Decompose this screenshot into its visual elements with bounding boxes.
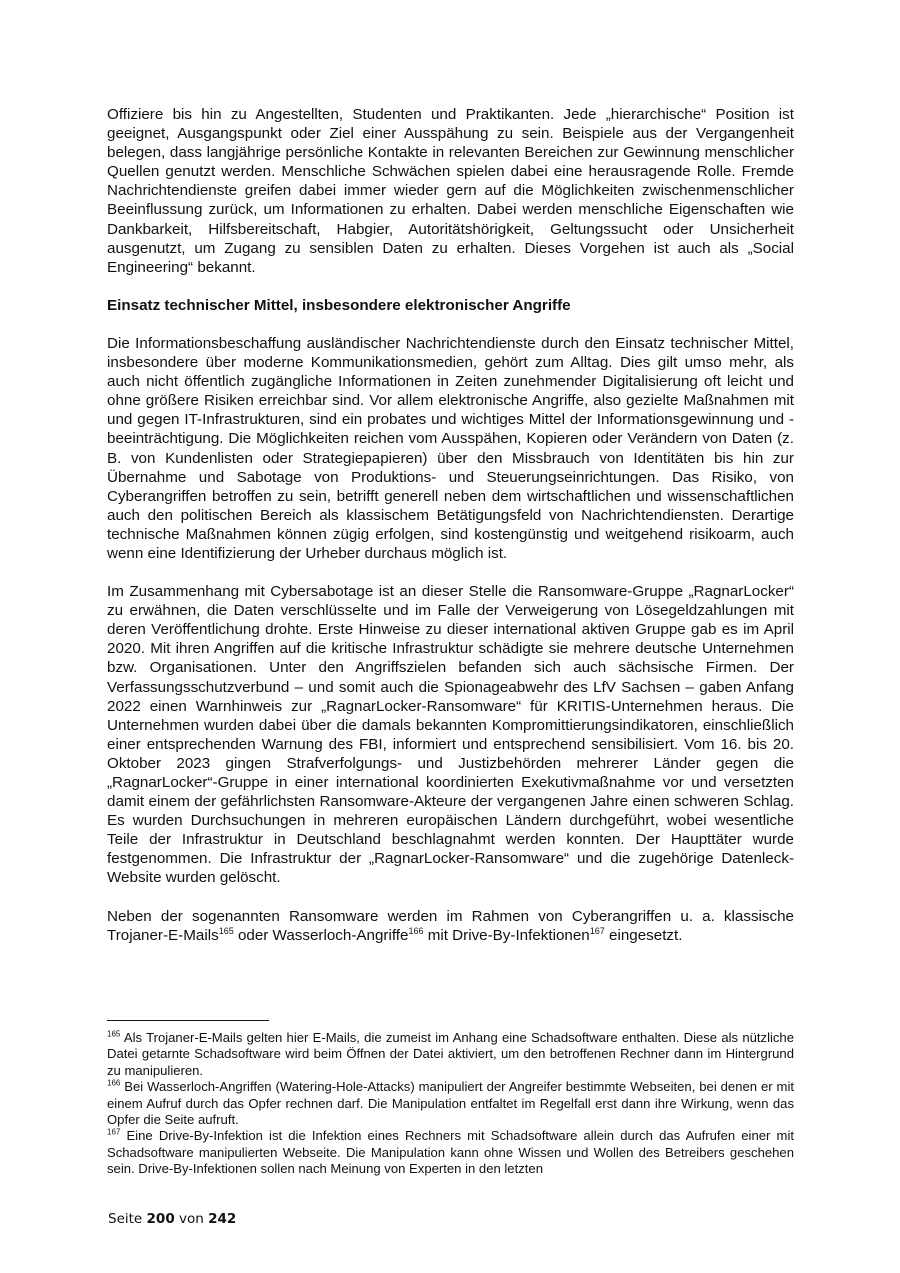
paragraph-ragnarlocker: Im Zusammenhang mit Cybersabotage ist an dieser Stelle die Ransomware-Gruppe „RagnarLocker“ zu erwähnen, die Daten verschlüsselte und im Falle der Verweigerung von Lösegeldzahlungen mit deren Veröffentlichung drohte. Erste Hinweise zu dieser international aktiven Gruppe gab es im April 2020. Mit ihren Angriffen auf die kritische Infrastruktur schädigte sie mehrere deutsche Unternehmen bzw. Organisationen. Unter den Angriffszielen befanden sich auch sächsische Firmen. Der Verfassungsschutzverbund – und somit auch die Spionageabwehr des LfV Sachsen – gaben Anfang 2022 einen Warnhinweis zur „RagnarLocker-Ransomware“ für KRITIS-Unternehmen heraus. Die Unternehmen wurden dabei über die damals bekannten Kompromittierungsindikatoren, einschließlich einer entsprechenden Warnung des FBI, informiert und entsprechend sensibilisiert. Vom 16. bis 20. Oktober 2023 gingen Strafverfolgungs- und Justizbehörden mehrerer Länder gegen die „RagnarLocker“-Gruppe in einer international koordinierten Exekutivmaßnahme vor und versetzten damit einem der gefährlichsten Ransomware-Akteure der vergangenen Jahre einen schweren Schlag. Es wurden Durchsuchungen in mehreren europäischen Ländern durchgeführt, wobei wesentliche Teile der Infrastruktur in Deutschland beschlagnahmt werden konnten. Der Haupttäter wurde festgenommen. Die Infrastruktur der „RagnarLocker-Ransomware“ und die zugehörige Datenleck-Website wurden gelöscht. — [107, 583, 794, 887]
p4-text-b: oder Wasserloch-Angriffe — [233, 926, 409, 944]
footnote-ref-165: 165 — [218, 925, 234, 936]
footnote-number: 167 — [107, 1128, 121, 1138]
footnote-separator — [107, 1020, 269, 1021]
paragraph-social-engineering: Offiziere bis hin zu Angestellten, Studenten und Praktikanten. Jede „hierarchische“ Position ist geeignet, Ausgangspunkt oder Ziel einer Ausspähung zu sein. Beispiele aus der Vergangenheit belegen, dass langjährige persönliche Kontakte in relevanten Bereichen zur Gewinnung menschlicher Quellen genutzt werden. Menschliche Schwächen spielen dabei eine herausragende Rolle. Fremde Nachrichtendienste greifen dabei immer wieder gern auf die Möglichkeiten zwischenmenschlicher Beeinflussung zurück, um Informationen zu erhalten. Dabei werden menschliche Eigenschaften wie Dankbarkeit, Hilfsbereitschaft, Habgier, Autoritätshörigkeit, Geltungssucht oder Unsicherheit ausgenutzt, um Zugang zu sensiblen Daten zu erhalten. Dieses Vorgehen ist auch als „Social Engineering“ bekannt. — [107, 106, 794, 276]
page-body — [107, 105, 794, 945]
footnote-ref-166: 166 — [408, 925, 424, 936]
footnote-number: 165 — [107, 1029, 121, 1039]
footnotes — [107, 1030, 794, 1178]
p4-text-a: Neben der sogenannten Ransomware werden im Rahmen von Cyberangriffen u. a. klassische Trojaner-E-Mails — [107, 907, 794, 944]
p4-text-d: eingesetzt. — [604, 926, 683, 944]
footnote-166 — [107, 1079, 794, 1128]
footnote-text: Bei Wasserloch-Angriffen (Watering-Hole-Attacks) manipuliert der Angreifer bestimmte Webseiten, bei denen er mit einem Aufruf durch das Opfer rechnen darf. Die Manipulation entfaltet im Regelfall erst dann ihre Wirkung, wenn das Opfer die Seite aufruft. — [107, 1079, 794, 1128]
footer-mid: von — [174, 1211, 209, 1227]
paragraph-technical-means: Die Informationsbeschaffung ausländischer Nachrichtendienste durch den Einsatz technischer Mittel, insbesondere über moderne Kommunikationsmedien, gehört zum Alltag. Dies gilt umso mehr, als auch nicht öffentlich zugängliche Informationen in Zeiten zunehmender Digitalisierung oft leicht und ohne größere Risiken erreichbar sind. Vor allem elektronische Angriffe, also gezielte Maßnahmen mit und gegen IT-Infrastrukturen, sind ein probates und wichtiges Mittel der Informationsgewinnung und -beeinträchtigung. Die Möglichkeiten reichen vom Ausspähen, Kopieren oder Verändern von Daten (z. B. von Kundenlisten oder Strategiepapieren) über den Missbrauch von Identitäten bis hin zur Übernahme und Sabotage von Produktions- und Steuerungseinrichtungen. Das Risiko, von Cyberangriffen betroffen zu sein, betrifft generell neben dem wirtschaftlichen und wissenschaftlichen auch den politischen Bereich als klassischem Betätigungsfeld von Nachrichtendiensten. Derartige technische Maßnahmen können zügig erfolgen, sind kostengünstig und weitgehend risikoarm, auch wenn eine Identifizierung der Urheber durchaus möglich ist. — [107, 334, 794, 562]
paragraph-ransomware — [107, 907, 794, 945]
total-pages: 242 — [208, 1211, 237, 1227]
footer-prefix: Seite — [108, 1211, 147, 1227]
footnote-number: 166 — [107, 1078, 121, 1088]
p4-text-c: mit Drive-By-Infektionen — [423, 926, 590, 944]
footnote-167 — [107, 1128, 794, 1177]
footnote-ref-167: 167 — [589, 925, 605, 936]
section-heading: Einsatz technischer Mittel, insbesondere elektronischer Angriffe — [107, 296, 571, 314]
current-page: 200 — [146, 1211, 175, 1227]
footnote-text: Als Trojaner-E-Mails gelten hier E-Mails, die zumeist im Anhang eine Schadsoftware enthalten. Diese als nützliche Datei getarnte Schadsoftware wird beim Öffnen der Datei aktiviert, um den betroffenen Rechner dann im Hintergrund zu manipulieren. — [107, 1030, 794, 1078]
footnote-165 — [107, 1030, 794, 1079]
page-number-footer — [108, 1211, 236, 1227]
footnote-text: Eine Drive-By-Infektion ist die Infektion eines Rechners mit Schadsoftware allein durch das Aufrufen einer mit Schadsoftware manipulierten Webseite. Die Manipulation kann ohne Wissen und Wollen des Betreibers geschehen sein. Drive-By-Infektionen sollen nach Meinung von Experten in den letzten — [107, 1128, 794, 1177]
